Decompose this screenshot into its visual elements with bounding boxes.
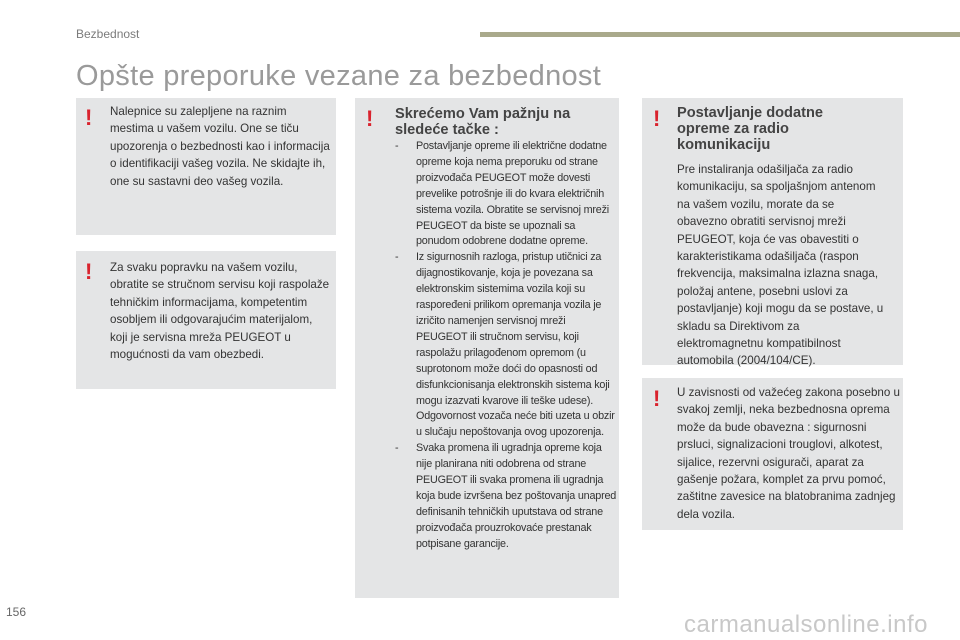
- watermark: carmanualsonline.info: [684, 611, 928, 638]
- warning-icon: !: [653, 106, 661, 131]
- note-box-labels: [76, 98, 336, 235]
- list-item: - Svaka promena ili ugradnja opreme koja nije planirana niti odobrena od strane PEUGEOT ili svaka promena ili ugradnja koja bude izvršena bez poštovanja unapred definisanih tehničkih uputstava od strane proizvođača prouzrokovaće prestanak potpisane garancije.: [395, 442, 617, 550]
- warning-icon: !: [366, 106, 374, 131]
- list-item: - Iz sigurnosnih razloga, pristup utičnici za dijagnostikovanje, koja je povezana sa elektronskim sistemima vozila koji su raspoređeni prilikom opremanja vozila je izričito namenjen servisnoj mreži PEUGEOT ili stručnom servisu, koji raspolažu prilagođenom opremom (u suprotonom može doći do opasnosti od disfunkcionisanja elektronskih sistema koji mogu izazvati kvarove ili teške udese). Odgovornost vozača neće biti uzeta u obzir u slučaju nepoštovanja ovog upozorenja.: [395, 251, 615, 439]
- warning-icon: !: [85, 105, 93, 130]
- radio-text: Pre instaliranja odašiljača za radio komunikaciju, sa spoljašnjom antenom na vašem vozilu, morate da se obavezno obratiti servisnoj mreži PEUGEOT, koja će vas obavestiti o karakteristikama odašiljača (raspon frekvencija, maksimalna izlazna snaga, položaj antene, posebni uslovi za postavljanje) koji mogu da se postave, u skladu sa Direktivom za elektromagnetnu kompatibilnost automobila (2004/104/CE).: [677, 163, 884, 368]
- note-labels-text: Nalepnice su zalepljene na raznim mestima u vašem vozilu. One se tiču upozorenja o bezbednosti kao i informacija o identifikaciji vašeg vozila. Ne skidajte ih, one su sastavni deo vašeg vozila.: [110, 105, 330, 188]
- warning-icon: !: [85, 259, 93, 284]
- page-number: 156: [6, 605, 27, 619]
- note-box-repairs: [76, 251, 336, 389]
- section-label: Bezbednost: [76, 27, 140, 41]
- page-title: Opšte preporuke vezane za bezbednost: [76, 60, 602, 92]
- radio-heading: Postavljanje dodatne opreme za radio komunikaciju: [677, 105, 823, 153]
- warning-icon: !: [653, 386, 661, 411]
- attention-box: [355, 98, 619, 598]
- attention-list: [395, 139, 617, 553]
- equipment-text: U zavisnosti od važećeg zakona posebno u svakoj zemlji, neka bezbednosna oprema može da bude obavezna : sigurnosni prsluci, signalizacioni trouglovi, alkotest, sijalice, rezervni osigurači, aparat za gašenje požara, komplet za prvu pomoć, zaštitne zavesice na blatobranima zadnjeg dela vozila.: [677, 386, 900, 521]
- note-repairs-text: Za svaku popravku na vašem vozilu, obratite se stručnom servisu koji raspolaže tehničkim informacijama, kompetentim osobljem ili odgovarajućim materijalom, koji je servisna mreža PEUGEOT u mogućnosti da vam obezbedi.: [110, 261, 330, 362]
- radio-box: [642, 98, 903, 368]
- header-rule: [480, 32, 960, 37]
- attention-heading: Skrećemo Vam pažnju na sledeće tačke :: [395, 106, 571, 138]
- equipment-box: [642, 378, 903, 530]
- list-item: - Postavljanje opreme ili električne dodatne opreme koja nema preporuku od strane proizvođača PEUGEOT može dovesti prevelike potrošnje ili do kvara električnih sistema vozila. Obratite se servisnoj mreži PEUGEOT da biste se upoznali sa ponudom odobrene dodatne opreme.: [395, 140, 610, 248]
